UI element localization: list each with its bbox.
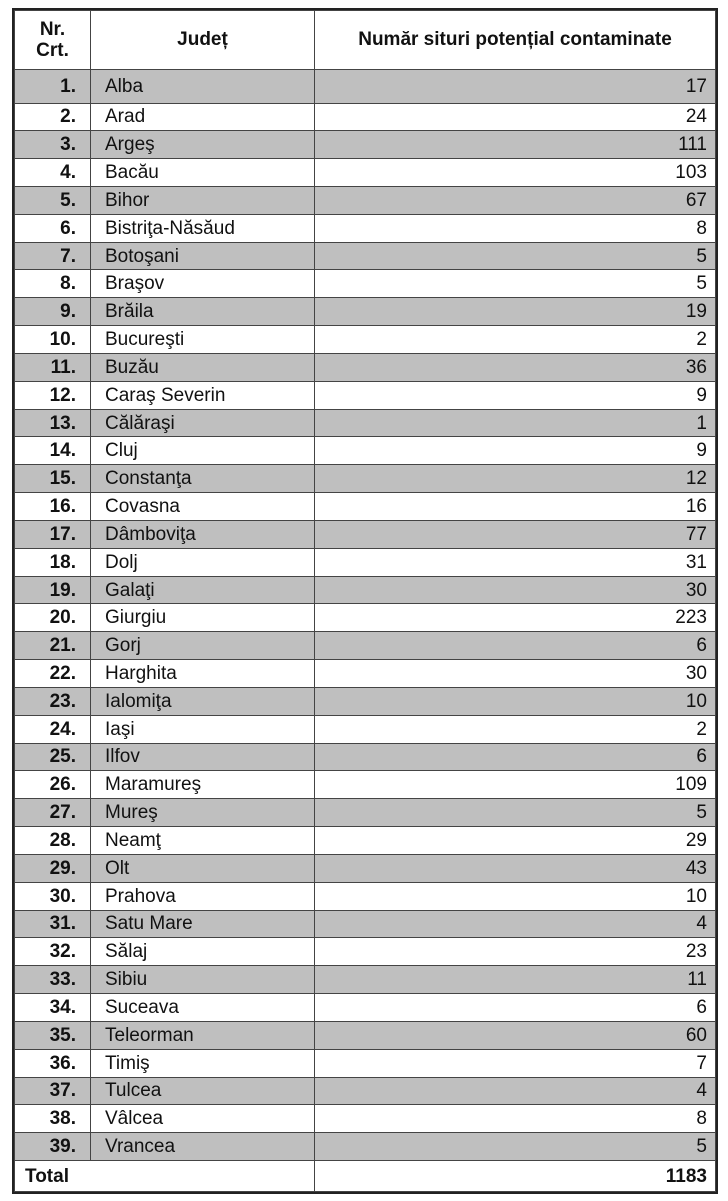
contaminated-sites-table-container: [12, 8, 718, 1194]
row-number: 13.: [15, 409, 91, 437]
row-number: 14.: [15, 437, 91, 465]
site-count: 31: [315, 548, 716, 576]
site-count: 10: [315, 687, 716, 715]
table-row: [15, 1077, 716, 1105]
table-row: [15, 882, 716, 910]
site-count: 9: [315, 437, 716, 465]
row-number: 33.: [15, 966, 91, 994]
row-number: 28.: [15, 827, 91, 855]
county-name: Braşov: [91, 270, 315, 298]
county-name: Dâmboviţa: [91, 520, 315, 548]
row-number: 2.: [15, 103, 91, 131]
county-name: Gorj: [91, 632, 315, 660]
table-row: [15, 270, 716, 298]
row-number: 37.: [15, 1077, 91, 1105]
total-value: 1183: [315, 1161, 716, 1192]
county-name: Mureş: [91, 799, 315, 827]
row-number: 4.: [15, 159, 91, 187]
row-number: 22.: [15, 660, 91, 688]
site-count: 7: [315, 1049, 716, 1077]
county-name: Cluj: [91, 437, 315, 465]
site-count: 5: [315, 799, 716, 827]
site-count: 16: [315, 493, 716, 521]
site-count: 67: [315, 187, 716, 215]
table-row: [15, 715, 716, 743]
header-site-count: Număr situri potențial contaminate: [315, 11, 716, 70]
header-nr-crt: Nr. Crt.: [15, 11, 91, 70]
county-name: Sălaj: [91, 938, 315, 966]
county-name: Vâlcea: [91, 1105, 315, 1133]
county-name: Teleorman: [91, 1021, 315, 1049]
row-number: 39.: [15, 1133, 91, 1161]
contaminated-sites-table: [14, 10, 716, 1192]
site-count: 19: [315, 298, 716, 326]
row-number: 3.: [15, 131, 91, 159]
county-name: Satu Mare: [91, 910, 315, 938]
table-row: [15, 994, 716, 1022]
table-row: [15, 437, 716, 465]
county-name: Argeş: [91, 131, 315, 159]
row-number: 27.: [15, 799, 91, 827]
row-number: 9.: [15, 298, 91, 326]
table-row: [15, 604, 716, 632]
county-name: Bihor: [91, 187, 315, 215]
county-name: Botoşani: [91, 242, 315, 270]
table-row: [15, 159, 716, 187]
table-row: [15, 910, 716, 938]
table-row: [15, 520, 716, 548]
site-count: 30: [315, 576, 716, 604]
row-number: 17.: [15, 520, 91, 548]
site-count: 4: [315, 910, 716, 938]
county-name: Bucureşti: [91, 326, 315, 354]
county-name: Ilfov: [91, 743, 315, 771]
county-name: Suceava: [91, 994, 315, 1022]
site-count: 103: [315, 159, 716, 187]
site-count: 6: [315, 994, 716, 1022]
site-count: 24: [315, 103, 716, 131]
row-number: 35.: [15, 1021, 91, 1049]
table-footer: [15, 1161, 716, 1192]
table-row: [15, 966, 716, 994]
county-name: Sibiu: [91, 966, 315, 994]
table-row: [15, 298, 716, 326]
county-name: Olt: [91, 854, 315, 882]
row-number: 16.: [15, 493, 91, 521]
county-name: Arad: [91, 103, 315, 131]
county-name: Covasna: [91, 493, 315, 521]
table-row: [15, 854, 716, 882]
table-row: [15, 242, 716, 270]
site-count: 111: [315, 131, 716, 159]
county-name: Prahova: [91, 882, 315, 910]
row-number: 1.: [15, 70, 91, 104]
table-row: [15, 353, 716, 381]
site-count: 2: [315, 326, 716, 354]
county-name: Giurgiu: [91, 604, 315, 632]
county-name: Bistriţa-Năsăud: [91, 214, 315, 242]
county-name: Tulcea: [91, 1077, 315, 1105]
header-row: [15, 11, 716, 70]
table-row: [15, 660, 716, 688]
table-row: [15, 1021, 716, 1049]
county-name: Neamţ: [91, 827, 315, 855]
site-count: 30: [315, 660, 716, 688]
row-number: 12.: [15, 381, 91, 409]
table-body: [15, 70, 716, 1161]
table-row: [15, 576, 716, 604]
row-number: 25.: [15, 743, 91, 771]
county-name: Iaşi: [91, 715, 315, 743]
site-count: 43: [315, 854, 716, 882]
table-header: [15, 11, 716, 70]
site-count: 36: [315, 353, 716, 381]
table-row: [15, 70, 716, 104]
table-row: [15, 381, 716, 409]
table-row: [15, 771, 716, 799]
site-count: 8: [315, 214, 716, 242]
county-name: Maramureş: [91, 771, 315, 799]
site-count: 23: [315, 938, 716, 966]
row-number: 38.: [15, 1105, 91, 1133]
row-number: 10.: [15, 326, 91, 354]
table-row: [15, 187, 716, 215]
site-count: 77: [315, 520, 716, 548]
county-name: Bacău: [91, 159, 315, 187]
site-count: 1: [315, 409, 716, 437]
table-row: [15, 1105, 716, 1133]
site-count: 9: [315, 381, 716, 409]
total-row: [15, 1161, 716, 1192]
table-row: [15, 326, 716, 354]
site-count: 109: [315, 771, 716, 799]
row-number: 7.: [15, 242, 91, 270]
row-number: 23.: [15, 687, 91, 715]
site-count: 11: [315, 966, 716, 994]
county-name: Constanţa: [91, 465, 315, 493]
county-name: Ialomiţa: [91, 687, 315, 715]
row-number: 11.: [15, 353, 91, 381]
table-row: [15, 799, 716, 827]
table-row: [15, 827, 716, 855]
site-count: 8: [315, 1105, 716, 1133]
site-count: 2: [315, 715, 716, 743]
site-count: 10: [315, 882, 716, 910]
site-count: 5: [315, 270, 716, 298]
county-name: Timiş: [91, 1049, 315, 1077]
table-row: [15, 1049, 716, 1077]
table-row: [15, 214, 716, 242]
row-number: 30.: [15, 882, 91, 910]
row-number: 24.: [15, 715, 91, 743]
row-number: 31.: [15, 910, 91, 938]
row-number: 34.: [15, 994, 91, 1022]
county-name: Alba: [91, 70, 315, 104]
site-count: 5: [315, 1133, 716, 1161]
site-count: 12: [315, 465, 716, 493]
site-count: 5: [315, 242, 716, 270]
table-row: [15, 493, 716, 521]
row-number: 18.: [15, 548, 91, 576]
county-name: Dolj: [91, 548, 315, 576]
table-row: [15, 131, 716, 159]
total-label: Total: [15, 1161, 315, 1192]
row-number: 19.: [15, 576, 91, 604]
county-name: Buzău: [91, 353, 315, 381]
row-number: 29.: [15, 854, 91, 882]
county-name: Călăraşi: [91, 409, 315, 437]
table-row: [15, 409, 716, 437]
table-row: [15, 1133, 716, 1161]
table-row: [15, 743, 716, 771]
county-name: Harghita: [91, 660, 315, 688]
row-number: 5.: [15, 187, 91, 215]
table-row: [15, 548, 716, 576]
county-name: Galaţi: [91, 576, 315, 604]
site-count: 60: [315, 1021, 716, 1049]
table-row: [15, 632, 716, 660]
row-number: 26.: [15, 771, 91, 799]
table-row: [15, 938, 716, 966]
county-name: Brăila: [91, 298, 315, 326]
county-name: Vrancea: [91, 1133, 315, 1161]
row-number: 20.: [15, 604, 91, 632]
table-row: [15, 687, 716, 715]
row-number: 15.: [15, 465, 91, 493]
row-number: 6.: [15, 214, 91, 242]
site-count: 4: [315, 1077, 716, 1105]
row-number: 21.: [15, 632, 91, 660]
row-number: 32.: [15, 938, 91, 966]
county-name: Caraş Severin: [91, 381, 315, 409]
site-count: 29: [315, 827, 716, 855]
row-number: 36.: [15, 1049, 91, 1077]
site-count: 17: [315, 70, 716, 104]
row-number: 8.: [15, 270, 91, 298]
table-row: [15, 103, 716, 131]
site-count: 6: [315, 743, 716, 771]
table-row: [15, 465, 716, 493]
header-county: Județ: [91, 11, 315, 70]
site-count: 6: [315, 632, 716, 660]
site-count: 223: [315, 604, 716, 632]
